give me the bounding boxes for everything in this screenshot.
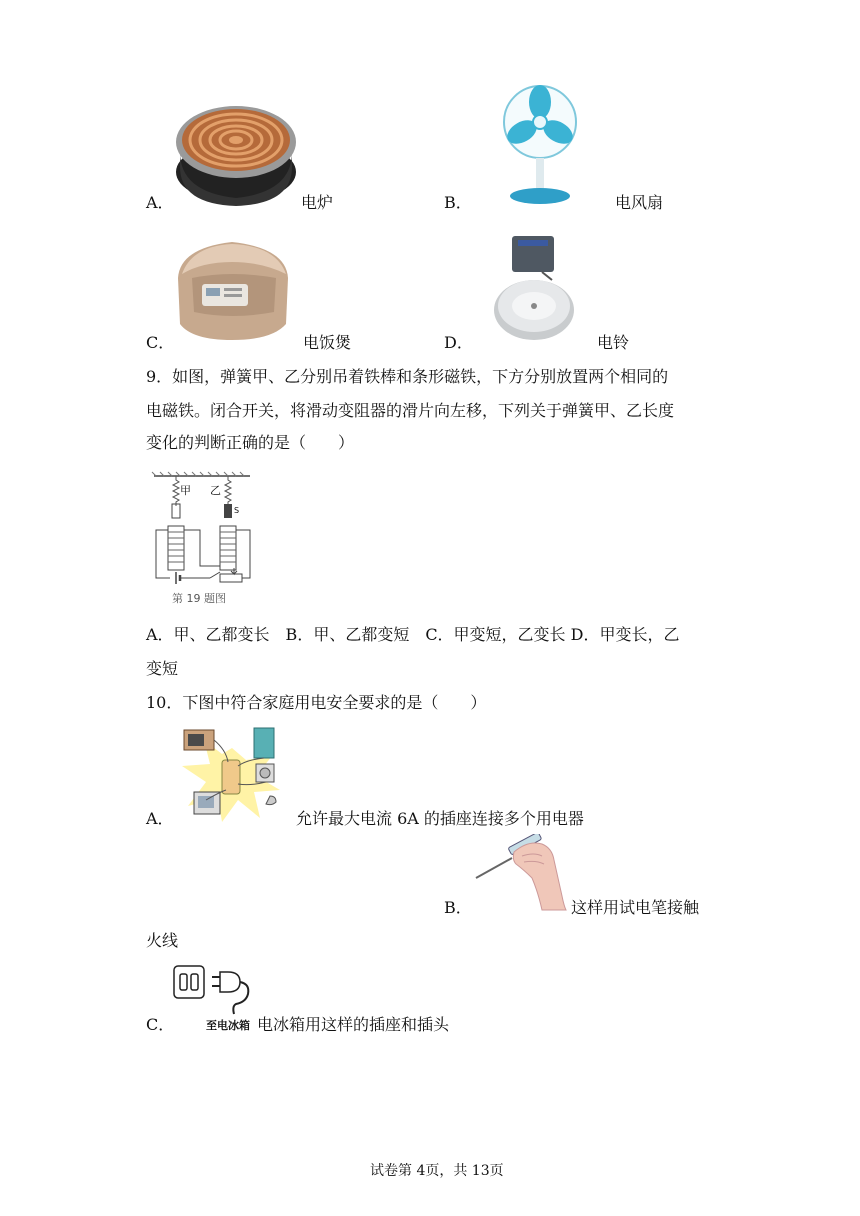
q9-stem-line2: 电磁铁。闭合开关，将滑动变阻器的滑片向左移，下列关于弹簧甲、乙长度 xyxy=(146,401,675,420)
page-footer: 试卷第 4页，共 13页 xyxy=(370,1163,504,1179)
q10-option-b-letter: B． xyxy=(444,898,472,917)
q10-option-a-letter: A． xyxy=(146,809,174,828)
q9-figure-caption: 第 19 题图 xyxy=(172,592,226,605)
q8-option-c-label: 电饭煲 xyxy=(303,333,352,352)
image-electric-fan xyxy=(500,84,580,208)
q10-stem: 10．下图中符合家庭用电安全要求的是（ ） xyxy=(146,693,487,712)
q10-option-a-text: 允许最大电流 6A 的插座连接多个用电器 xyxy=(296,809,584,828)
image-electric-stove xyxy=(172,92,300,210)
q9-figure-circuit xyxy=(150,470,268,610)
q10-option-b-text-line1: 这样用试电笔接触 xyxy=(571,898,700,917)
q9-stem-line3: 变化的判断正确的是（ ） xyxy=(146,433,355,452)
q9-options-line2: 变短 xyxy=(146,659,179,678)
q8-option-d-letter: D． xyxy=(444,333,473,352)
image-electric-bell xyxy=(492,234,576,346)
q9-options-line1: A．甲、乙都变长 B．甲、乙都变短 C．甲变短，乙变长 D．甲变长，乙 xyxy=(146,625,680,644)
q8-option-a-letter: A． xyxy=(146,193,174,212)
q9-figure-label-s: S xyxy=(234,506,240,515)
image-overloaded-socket xyxy=(176,720,288,826)
q8-option-c-letter: C． xyxy=(146,333,175,352)
image-test-pen-hand xyxy=(472,834,572,912)
q10-option-c-letter: C． xyxy=(146,1015,175,1034)
q10-option-c-figure-label: 至电冰箱 xyxy=(206,1019,250,1032)
image-rice-cooker xyxy=(172,228,294,344)
q8-option-a-label: 电炉 xyxy=(301,193,334,212)
q9-stem-line1: 9．如图，弹簧甲、乙分别吊着铁棒和条形磁铁，下方分别放置两个相同的 xyxy=(146,367,669,386)
q10-option-c-text: 电冰箱用这样的插座和插头 xyxy=(257,1015,450,1034)
q9-figure-label-yi: 乙 xyxy=(210,484,221,497)
q9-figure-label-jia: 甲 xyxy=(180,484,191,497)
q8-option-b-letter: B． xyxy=(444,193,472,212)
q8-option-b-label: 电风扇 xyxy=(615,193,664,212)
image-socket-plug xyxy=(172,964,254,1016)
q8-option-d-label: 电铃 xyxy=(597,333,630,352)
q10-option-b-text-line2: 火线 xyxy=(146,931,179,950)
